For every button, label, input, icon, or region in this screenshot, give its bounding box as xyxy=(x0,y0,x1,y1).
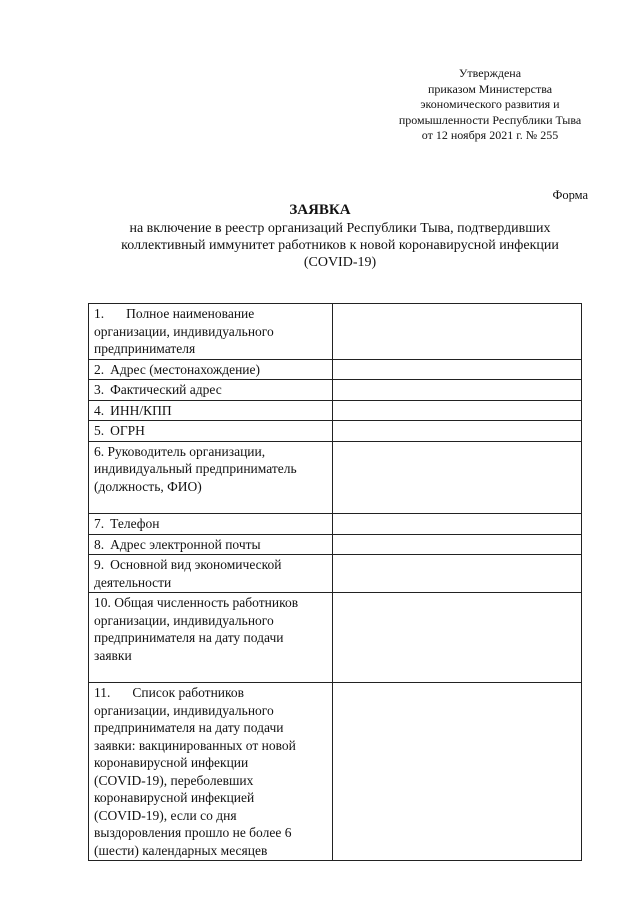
table-row xyxy=(89,555,582,593)
field-label: (COVID-19), переболевших xyxy=(94,772,254,788)
field-value-cell[interactable] xyxy=(333,683,582,861)
field-label: заявки xyxy=(94,647,132,663)
field-value-cell[interactable] xyxy=(333,534,582,555)
field-value-cell[interactable] xyxy=(333,593,582,683)
row-number: 6. xyxy=(94,443,105,459)
subtitle-line: (COVID-19) xyxy=(303,255,377,270)
row-number: 9. xyxy=(94,557,105,572)
table-row xyxy=(89,359,582,380)
field-label: Список работников xyxy=(132,685,245,700)
row-number: 11. xyxy=(94,685,111,700)
table-row xyxy=(89,514,582,535)
approval-line: приказом Министерства xyxy=(427,81,553,96)
field-label: Фактический адрес xyxy=(110,382,222,397)
application-table xyxy=(88,303,582,861)
field-label-cell xyxy=(89,555,333,593)
field-label-cell xyxy=(89,593,333,683)
form-label: Форма xyxy=(552,188,588,202)
row-number: 7. xyxy=(94,516,105,531)
table-row xyxy=(89,534,582,555)
field-label: Руководитель организации, xyxy=(107,443,266,459)
approval-line: промышленности Республики Тыва xyxy=(398,112,582,127)
row-number: 10. xyxy=(94,595,111,610)
table-row xyxy=(89,304,582,360)
row-number: 3. xyxy=(94,382,105,397)
field-label: ОГРН xyxy=(110,423,145,438)
document-subtitle xyxy=(90,220,590,271)
field-label: организации, индивидуального xyxy=(94,702,274,718)
field-value-cell[interactable] xyxy=(333,555,582,593)
field-label-cell xyxy=(89,359,333,380)
field-label: Телефон xyxy=(110,516,160,531)
row-number: 5. xyxy=(94,423,105,438)
approval-line: Утверждена xyxy=(458,66,522,80)
field-label: деятельности xyxy=(94,574,172,590)
subtitle-line: на включение в реестр организаций Республики Тыва, подтвердивших xyxy=(129,221,551,236)
field-label: Адрес (местонахождение) xyxy=(110,361,261,377)
field-value-cell[interactable] xyxy=(333,421,582,442)
field-label: предпринимателя на дату подачи xyxy=(94,720,284,735)
table-row xyxy=(89,380,582,401)
approval-stamp xyxy=(380,66,600,144)
approval-line: от 12 ноября 2021 г. № 255 xyxy=(421,128,559,142)
field-label-cell xyxy=(89,534,333,555)
field-label: (должность, ФИО) xyxy=(94,478,202,494)
table-row xyxy=(89,593,582,683)
field-label-cell xyxy=(89,441,333,514)
field-value-cell[interactable] xyxy=(333,400,582,421)
field-label: Общая численность работников xyxy=(114,595,299,610)
field-label: предпринимателя xyxy=(94,341,196,356)
field-label: индивидуальный предприниматель xyxy=(94,461,297,476)
row-number: 8. xyxy=(94,536,105,552)
document-title: ЗАЯВКА xyxy=(289,202,351,218)
field-label: выздоровления прошло не более 6 xyxy=(94,825,292,840)
field-label: Полное наименование xyxy=(126,306,255,321)
field-label: заявки: вакцинированных от новой xyxy=(94,737,296,753)
field-value-cell[interactable] xyxy=(333,380,582,401)
row-number: 1. xyxy=(94,306,105,321)
field-label: предпринимателя на дату подачи xyxy=(94,630,284,645)
field-label: коронавирусной инфекции xyxy=(94,755,249,770)
field-value-cell[interactable] xyxy=(333,304,582,360)
field-label: Адрес электронной почты xyxy=(110,536,261,552)
field-label-cell xyxy=(89,380,333,401)
field-label-cell xyxy=(89,421,333,442)
row-number: 2. xyxy=(94,361,105,377)
table-row xyxy=(89,400,582,421)
field-label-cell xyxy=(89,304,333,360)
field-label-cell xyxy=(89,514,333,535)
table-row xyxy=(89,421,582,442)
row-number: 4. xyxy=(94,402,105,418)
field-value-cell[interactable] xyxy=(333,359,582,380)
field-value-cell[interactable] xyxy=(333,514,582,535)
field-label: ИНН/КПП xyxy=(110,402,172,418)
field-label: коронавирусной инфекцией xyxy=(94,790,255,805)
field-label: Основной вид экономической xyxy=(110,557,282,572)
field-label: организации, индивидуального xyxy=(94,323,274,339)
field-label-cell xyxy=(89,400,333,421)
field-label: организации, индивидуального xyxy=(94,612,274,628)
field-label: (шести) календарных месяцев xyxy=(94,842,268,858)
subtitle-line: коллективный иммунитет работников к новой коронавирусной инфекции xyxy=(121,238,559,253)
field-label: (COVID-19), если со дня xyxy=(94,807,237,823)
table-row xyxy=(89,441,582,514)
field-value-cell[interactable] xyxy=(333,441,582,514)
field-label-cell xyxy=(89,683,333,861)
table-row xyxy=(89,683,582,861)
approval-line: экономического развития и xyxy=(420,97,560,111)
